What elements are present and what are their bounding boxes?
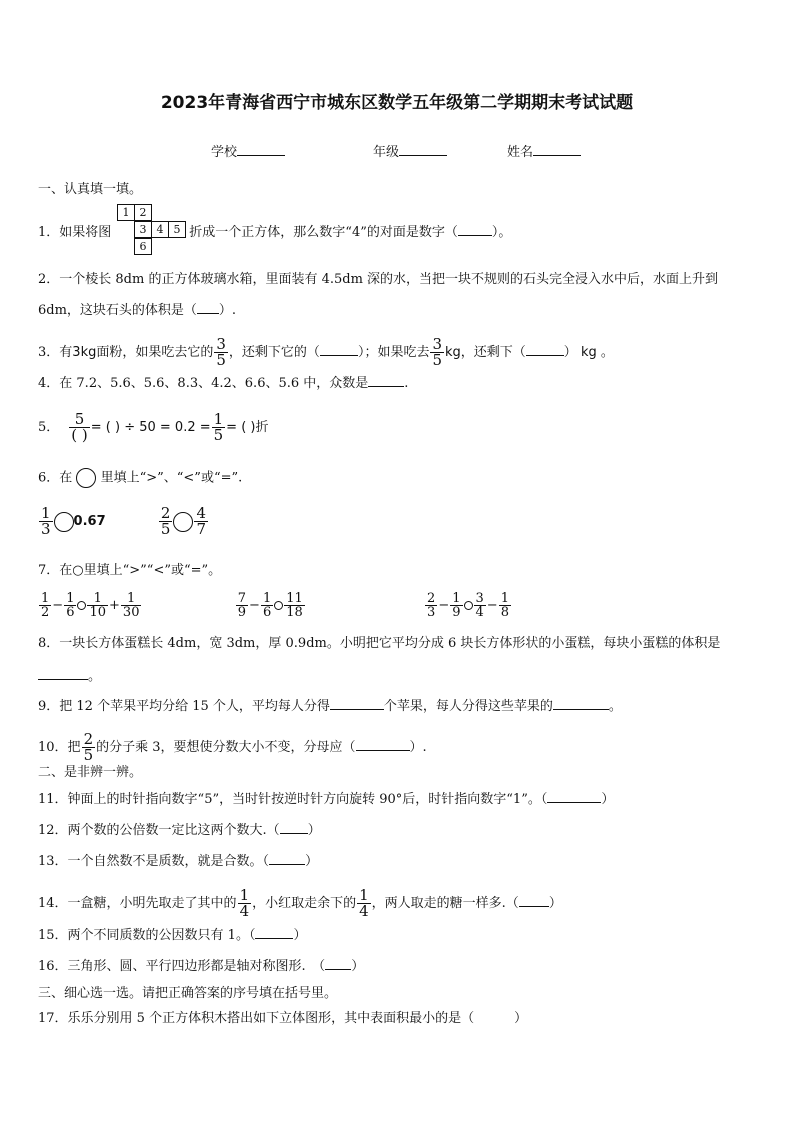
question-11: 11．钟面上的时针指向数字“5”，当时针按逆时针方向旋转 90°后，时针指向数字“1”。（ ） <box>38 792 615 807</box>
compare-circle[interactable] <box>173 512 193 532</box>
compare-circle[interactable] <box>54 512 74 532</box>
fraction: $\frac{4}{7}$ <box>196 504 206 538</box>
net-cell: 3 <box>134 221 152 238</box>
circle-icon <box>76 468 96 488</box>
question-14: 14．一盒糖，小明先取走了其中的 $\frac{1}{4}$ ，小红取走余下的 $\frac{1}{4}$ ，两人取走的糖一样多.（ ） <box>38 886 562 920</box>
net-cell: 2 <box>134 204 152 221</box>
net-cell: 1 <box>117 204 135 221</box>
net-cell: 4 <box>151 221 169 238</box>
name-field[interactable]: 姓名 <box>507 141 581 160</box>
question-6: 6．在 里填上“>”、“<”或“=”. <box>38 468 764 488</box>
answer-blank[interactable] <box>547 790 601 803</box>
question-2-cont: 6dm，这块石头的体积是（ ）. <box>38 303 237 318</box>
fraction: $\frac{3}{5}$ <box>216 335 226 369</box>
answer-blank[interactable] <box>38 667 88 680</box>
compare-circle[interactable] <box>274 601 283 610</box>
fraction: $\frac{1}{4}$ <box>239 886 250 920</box>
answer-blank[interactable] <box>526 343 564 356</box>
fraction: $\frac{5}{( )}$ <box>71 410 88 444</box>
question-12: 12．两个数的公倍数一定比这两个数大.（ ） <box>38 823 321 838</box>
q7-expr-1: $\frac{1}{2}$ − $\frac{1}{6}$ $\frac{1}{10}$ + $\frac{1}{30}$ <box>41 591 140 620</box>
question-17: 17．乐乐分别用 5 个正方体积木搭出如下立体图形，其中表面积最小的是（ ） <box>38 1011 528 1026</box>
question-2: 2．一个棱长 8dm 的正方体玻璃水箱，里面装有 4.5dm 深的水，当把一块不规则的石头完全浸入水中后，水面上升到 <box>38 272 719 287</box>
question-4: 4．在 7.2、5.6、5.6、8.3、4.2、6.6、5.6 中，众数是 . <box>38 376 409 391</box>
question-1: 1．如果将图 折成一个正方体，那么数字“4”的对面是数字（ ）。 <box>38 225 512 240</box>
q7-expr-2: $\frac{7}{9}$ − $\frac{1}{6}$ $\frac{11}{18}$ <box>237 591 303 620</box>
grade-field[interactable]: 年级 <box>373 141 447 160</box>
answer-blank[interactable] <box>269 852 305 865</box>
question-5: 5． $\frac{5}{( )}$ = ( ) ÷ 50 = 0.2 = $\frac{1}{5}$ = ( )折 <box>38 410 269 444</box>
question-9: 9．把 12 个苹果平均分给 15 个人，平均每人分得 个苹果，每人分得这些苹果的 。 <box>38 699 622 714</box>
question-8-cont: 。 <box>38 667 764 686</box>
answer-blank[interactable] <box>255 926 293 939</box>
answer-blank[interactable] <box>320 343 358 356</box>
question-7: 7．在○里填上“>”“<”或“=”。 <box>38 563 222 578</box>
school-field[interactable]: 学校 <box>211 141 285 160</box>
section-2-heading: 二、是非辨一辨。 <box>38 765 143 780</box>
fraction: $\frac{2}{5}$ <box>83 730 94 764</box>
question-15: 15．两个不同质数的公因数只有 1。（ ） <box>38 928 307 943</box>
fraction: $\frac{2}{5}$ <box>160 504 171 538</box>
question-16: 16．三角形、圆、平行四边形都是轴对称图形. （ ） <box>38 959 365 974</box>
net-cell: 5 <box>168 221 186 238</box>
question-13: 13．一个自然数不是质数，就是合数。（ ） <box>38 854 319 869</box>
question-8: 8．一块长方体蛋糕长 4dm，宽 3dm，厚 0.9dm。小明把它平均分成 6 块长方体形状的小蛋糕，每块小蛋糕的体积是 <box>38 636 721 651</box>
answer-blank[interactable] <box>458 223 492 236</box>
net-cell: 6 <box>134 238 152 255</box>
q7-expr-3: $\frac{2}{3}$ − $\frac{1}{9}$ $\frac{3}{4}$ − $\frac{1}{8}$ <box>427 591 509 620</box>
question-7-items <box>38 592 764 619</box>
question-10: 10．把 $\frac{2}{5}$ 的分子乘 3，要想使分数大小不变，分母应（ ）. <box>38 730 427 764</box>
answer-blank[interactable] <box>197 301 219 314</box>
answer-blank[interactable] <box>519 894 549 907</box>
answer-blank[interactable] <box>325 957 351 970</box>
answer-blank[interactable] <box>553 697 609 710</box>
compare-circle[interactable] <box>464 601 473 610</box>
question-3: 3．有3kg面粉，如果吃去它的 $\frac{3}{5}$ ，还剩下它的（ ）；如果吃去 $\frac{3}{5}$ kg，还剩下（ ） kg 。 <box>38 335 614 369</box>
answer-blank[interactable] <box>330 697 384 710</box>
question-6-items: $\frac{1}{3}$ 0.67 $\frac{2}{5}$ $\frac{4}{7}$ <box>41 504 206 538</box>
answer-blank[interactable] <box>356 738 410 751</box>
fraction: $\frac{1}{4}$ <box>359 886 369 920</box>
fraction: $\frac{1}{5}$ <box>213 410 224 444</box>
section-1-heading: 一、认真填一填。 <box>38 182 143 197</box>
section-3-heading: 三、细心选一选。请把正确答案的序号填在括号里。 <box>38 986 338 1001</box>
fraction: $\frac{1}{3}$ <box>41 504 51 538</box>
answer-blank[interactable] <box>368 374 404 387</box>
fraction: $\frac{3}{5}$ <box>432 335 442 369</box>
page-title: 2023年青海省西宁市城东区数学五年级第二学期期末考试试题 <box>160 93 634 113</box>
answer-blank[interactable] <box>280 821 308 834</box>
compare-circle[interactable] <box>77 601 86 610</box>
